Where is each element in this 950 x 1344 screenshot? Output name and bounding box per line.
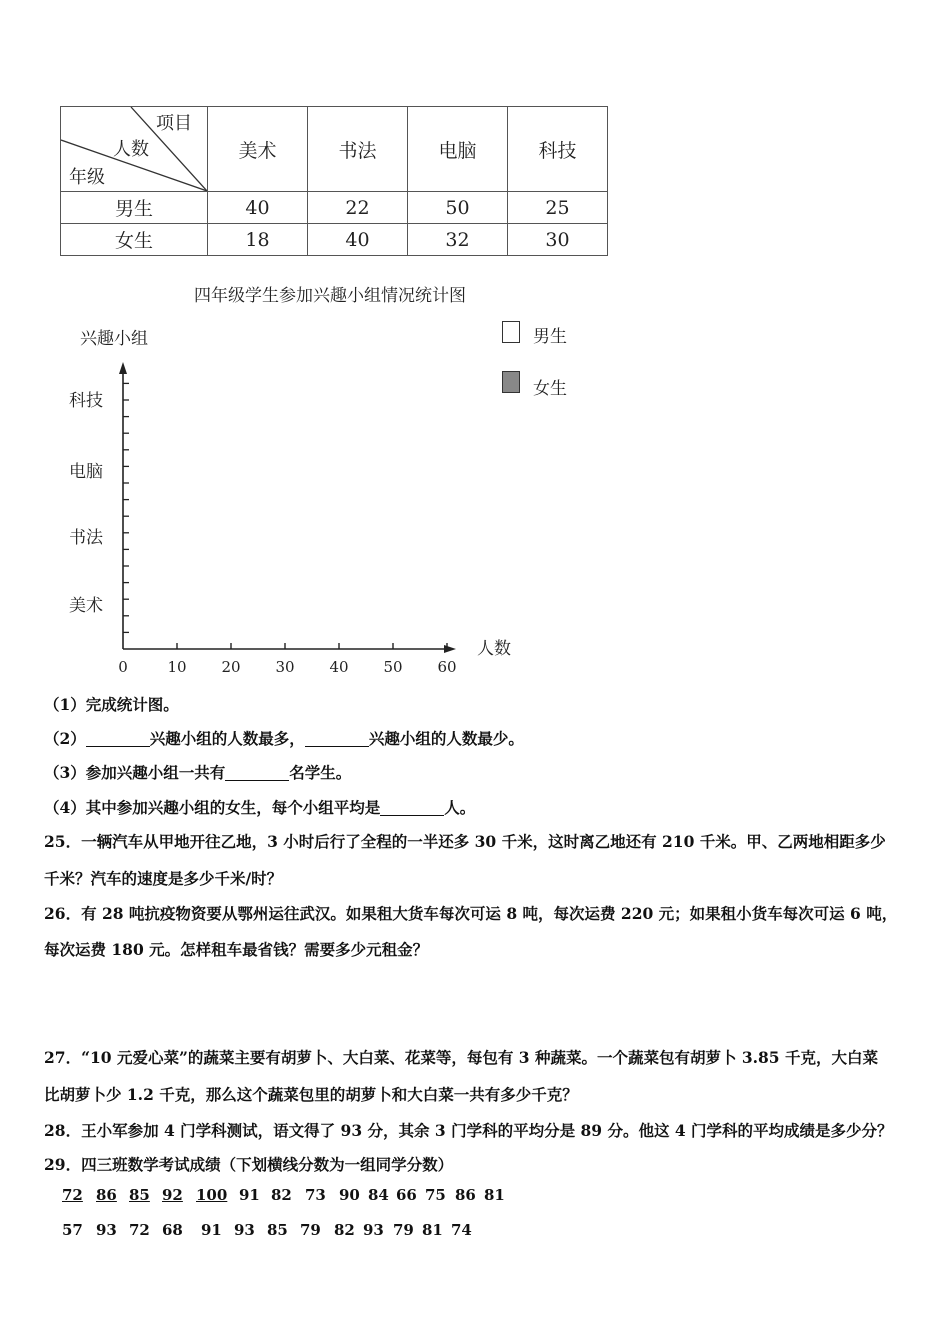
table-cell: 22 (308, 192, 408, 224)
score: 86 (455, 1186, 476, 1204)
problem-26-line-1: 26．有 28 吨抗疫物资要从鄂州运往武汉。如果租大货车每次可运 8 吨，每次运费 220 元；如果租小货车每次可运 6 吨， (44, 904, 898, 923)
question-4-suffix: 人。 (444, 798, 476, 817)
score: 90 (339, 1186, 360, 1204)
legend-label-boys: 男生 (533, 327, 567, 347)
y-axis-ticks (69, 383, 129, 632)
question-1: （1）完成统计图。 (44, 695, 179, 714)
corner-label-grade: 年级 (69, 167, 105, 188)
score: 79 (300, 1221, 321, 1239)
question-2-suffix: 兴趣小组的人数最少。 (368, 729, 524, 748)
problem-27-line-1: 27．“10 元爱心菜”的蔬菜主要有胡萝卜、大白菜、花菜等，每包有 3 种蔬菜。一个蔬菜包有胡萝卜 3.85 千克，大白菜 (44, 1048, 878, 1067)
answer-blank[interactable] (225, 763, 289, 781)
question-2 (44, 727, 524, 749)
score: 93 (363, 1221, 384, 1239)
score: 66 (396, 1186, 417, 1204)
y-category-label: 电脑 (69, 462, 103, 482)
question-3 (44, 761, 351, 783)
table-row (61, 192, 608, 224)
y-axis-arrow (119, 362, 127, 374)
question-3-suffix: 名学生。 (289, 763, 352, 782)
row-label: 男生 (61, 192, 208, 224)
problem-25-line-2: 千米？汽车的速度是多少千米/时？ (44, 869, 283, 888)
table-header-row (61, 107, 608, 192)
x-tick-label: 10 (167, 658, 187, 676)
score-underlined: 86 (96, 1186, 117, 1204)
x-tick-label: 50 (383, 658, 403, 676)
score: 81 (422, 1221, 443, 1239)
question-2-mid: 兴趣小组的人数最多， (149, 729, 305, 748)
y-category-label: 书法 (69, 528, 103, 548)
column-header: 电脑 (408, 107, 508, 192)
score: 79 (393, 1221, 414, 1239)
legend-swatch-boys (502, 321, 520, 343)
score: 85 (267, 1221, 288, 1239)
table-cell: 50 (408, 192, 508, 224)
bar-chart (0, 300, 660, 685)
answer-blank[interactable] (86, 729, 150, 747)
table-cell: 25 (508, 192, 608, 224)
score: 91 (239, 1186, 260, 1204)
score: 82 (334, 1221, 355, 1239)
x-tick-label: 30 (275, 658, 295, 676)
answer-blank[interactable] (305, 729, 369, 747)
x-tick-label: 40 (329, 658, 349, 676)
score: 74 (451, 1221, 472, 1239)
y-category-label: 科技 (69, 391, 103, 411)
question-3-prefix: （3）参加兴趣小组一共有 (44, 763, 226, 782)
table-cell: 30 (508, 224, 608, 256)
score: 72 (129, 1221, 150, 1239)
x-tick-label: 60 (437, 658, 457, 676)
score: 84 (368, 1186, 389, 1204)
x-tick-label: 20 (221, 658, 241, 676)
score-underlined: 85 (129, 1186, 150, 1204)
score: 57 (62, 1221, 83, 1239)
x-axis-arrow (444, 645, 456, 653)
chart-axes (119, 362, 456, 653)
x-axis-ticks (118, 643, 456, 676)
column-header: 书法 (308, 107, 408, 192)
column-header: 科技 (508, 107, 608, 192)
corner-label-count: 人数 (113, 139, 149, 160)
corner-label-project: 项目 (156, 113, 192, 134)
score: 75 (425, 1186, 446, 1204)
score-underlined: 100 (196, 1186, 228, 1204)
problem-29: 29．四三班数学考试成绩（下划横线分数为一组同学分数） (44, 1155, 454, 1174)
problem-25-line-1: 25．一辆汽车从甲地开往乙地，3 小时后行了全程的一半还多 30 千米，这时离乙地还有 210 千米。甲、乙两地相距多少 (44, 832, 886, 851)
score: 81 (484, 1186, 505, 1204)
data-table (60, 106, 608, 256)
table-cell: 32 (408, 224, 508, 256)
table-cell: 18 (208, 224, 308, 256)
table-cell: 40 (308, 224, 408, 256)
table-corner-cell (61, 107, 208, 192)
problem-28: 28．王小军参加 4 门学科测试，语文得了 93 分，其余 3 门学科的平均分是 89 分。他这 4 门学科的平均成绩是多少分？ (44, 1121, 893, 1140)
x-axis-title: 人数 (477, 639, 511, 659)
question-2-prefix: （2） (44, 729, 86, 748)
table-cell: 40 (208, 192, 308, 224)
score-underlined: 72 (62, 1186, 83, 1204)
score: 93 (234, 1221, 255, 1239)
score: 68 (162, 1221, 183, 1239)
y-axis-title: 兴趣小组 (80, 329, 148, 349)
column-header: 美术 (208, 107, 308, 192)
score: 82 (271, 1186, 292, 1204)
question-4-prefix: （4）其中参加兴趣小组的女生，每个小组平均是 (44, 798, 381, 817)
chart-title: 四年级学生参加兴趣小组情况统计图 (194, 286, 466, 306)
row-label: 女生 (61, 224, 208, 256)
score: 73 (305, 1186, 326, 1204)
legend-label-girls: 女生 (533, 379, 567, 399)
y-category-label: 美术 (69, 596, 103, 616)
problem-27-line-2: 比胡萝卜少 1.2 千克，那么这个蔬菜包里的胡萝卜和大白菜一共有多少千克？ (44, 1085, 578, 1104)
legend-swatch-girls (502, 371, 520, 393)
table-row (61, 224, 608, 256)
x-tick-label: 0 (118, 658, 128, 676)
score: 93 (96, 1221, 117, 1239)
score: 91 (201, 1221, 222, 1239)
question-4 (44, 796, 475, 818)
answer-blank[interactable] (380, 798, 444, 816)
problem-26-line-2: 每次运费 180 元。怎样租车最省钱？需要多少元租金？ (44, 940, 429, 959)
score-underlined: 92 (162, 1186, 183, 1204)
